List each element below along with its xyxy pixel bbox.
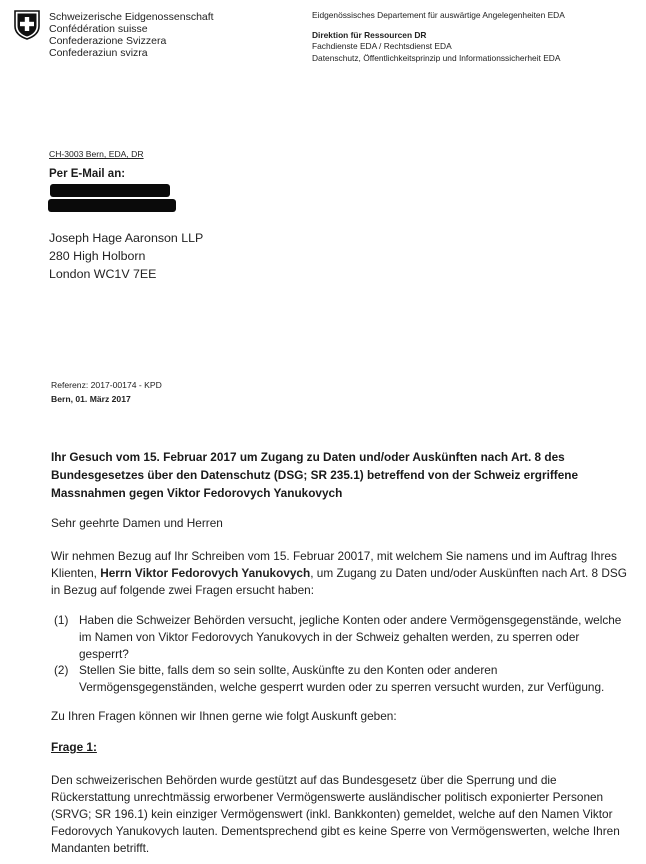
client-name: Herrn Viktor Fedorovych Yanukovych (100, 566, 311, 580)
section-name: Datenschutz, Öffentlichkeitsprinzip und Informationssicherheit EDA (312, 52, 561, 63)
question-text: Stellen Sie bitte, falls dem so sein sollte, Auskünfte zu den Konten oder anderen Vermögensgegenständen, welche gesperrt wurden oder zu sperren versucht wurden, zur Verfügung. (79, 663, 605, 694)
confederation-names (49, 11, 214, 59)
intro-paragraph (51, 548, 631, 599)
confederation-de: Schweizerische Eidgenossenschaft (49, 11, 214, 23)
question-number: (1) (54, 613, 69, 627)
redaction-bar (48, 199, 176, 212)
question-text: Haben die Schweizer Behörden versucht, jegliche Konten oder andere Vermögensgegenstände, welche im Namen von Viktor Fedorovych Yanukovych in der Schweiz gehalten werden, zu sperren oder gesperrt? (79, 613, 622, 661)
salutation: Sehr geehrte Damen und Herren (51, 516, 223, 530)
reference-number: Referenz: 2017-00174 - KPD (51, 380, 162, 390)
recipient-address (49, 229, 203, 283)
answer-intro: Zu Ihren Fragen können wir Ihnen gerne wie folgt Auskunft geben: (51, 709, 397, 723)
email-label: Per E-Mail an: (49, 168, 126, 180)
question-number: (2) (54, 663, 69, 677)
intro-text-end: , um Zugang zu Daten und/oder Auskünften nach Art. 8 DSG in Bezug auf folgende zwei Fragen ersucht haben: (51, 566, 627, 597)
recipient-line: Joseph Hage Aaronson LLP (49, 231, 204, 245)
directorate-name: Direktion für Ressourcen DR (312, 29, 427, 40)
swiss-crest-icon (14, 10, 40, 40)
confederation-it: Confederazione Svizzera (49, 35, 167, 47)
frage-1-answer: Den schweizerischen Behörden wurde gestützt auf das Bundesgesetz über die Sperrung und die Rückerstattung unrechtmässig erworbener Vermögenswerte ausländischer politisch exponierter Personen (SRVG; SR 196.1) kein einziger Vermögenswert (inkl. Bankkonten) gemeldet, welche auf den Namen Viktor Fedorovych Yanukovych lauten. Dementsprechend gibt es keine Sperre von Vermögenswerten, welche Ihren Mandanten betrifft. (51, 773, 620, 855)
reference-block (51, 378, 162, 406)
subject-line: Ihr Gesuch vom 15. Februar 2017 um Zugang zu Daten und/oder Auskünften nach Art. 8 des Bundesgesetzes über den Datenschutz (DSG; SR 235.1) betreffend von der Schweiz ergriffene Massnahmen gegen Viktor Fedorovych Yanukovych (51, 450, 579, 500)
unit-name: Fachdienste EDA / Rechtsdienst EDA (312, 41, 452, 51)
recipient-line: 280 High Holborn (49, 249, 146, 263)
recipient-line: London WC1V 7EE (49, 267, 157, 281)
redaction-bar (50, 184, 170, 197)
department-block (312, 10, 637, 64)
intro-text: Wir nehmen Bezug auf Ihr Schreiben vom 15. Februar 20017, mit welchem Sie namens und im Auftrag Ihres Klienten, (51, 549, 617, 580)
department-name: Eidgenössisches Departement für auswärtige Angelegenheiten EDA (312, 10, 565, 20)
confederation-fr: Confédération suisse (49, 23, 148, 35)
letter-date: Bern, 01. März 2017 (51, 394, 131, 404)
frage-1-heading: Frage 1: (51, 740, 97, 754)
confederation-rm: Confederaziun svizra (49, 47, 148, 59)
sender-line: CH-3003 Bern, EDA, DR (49, 149, 144, 159)
